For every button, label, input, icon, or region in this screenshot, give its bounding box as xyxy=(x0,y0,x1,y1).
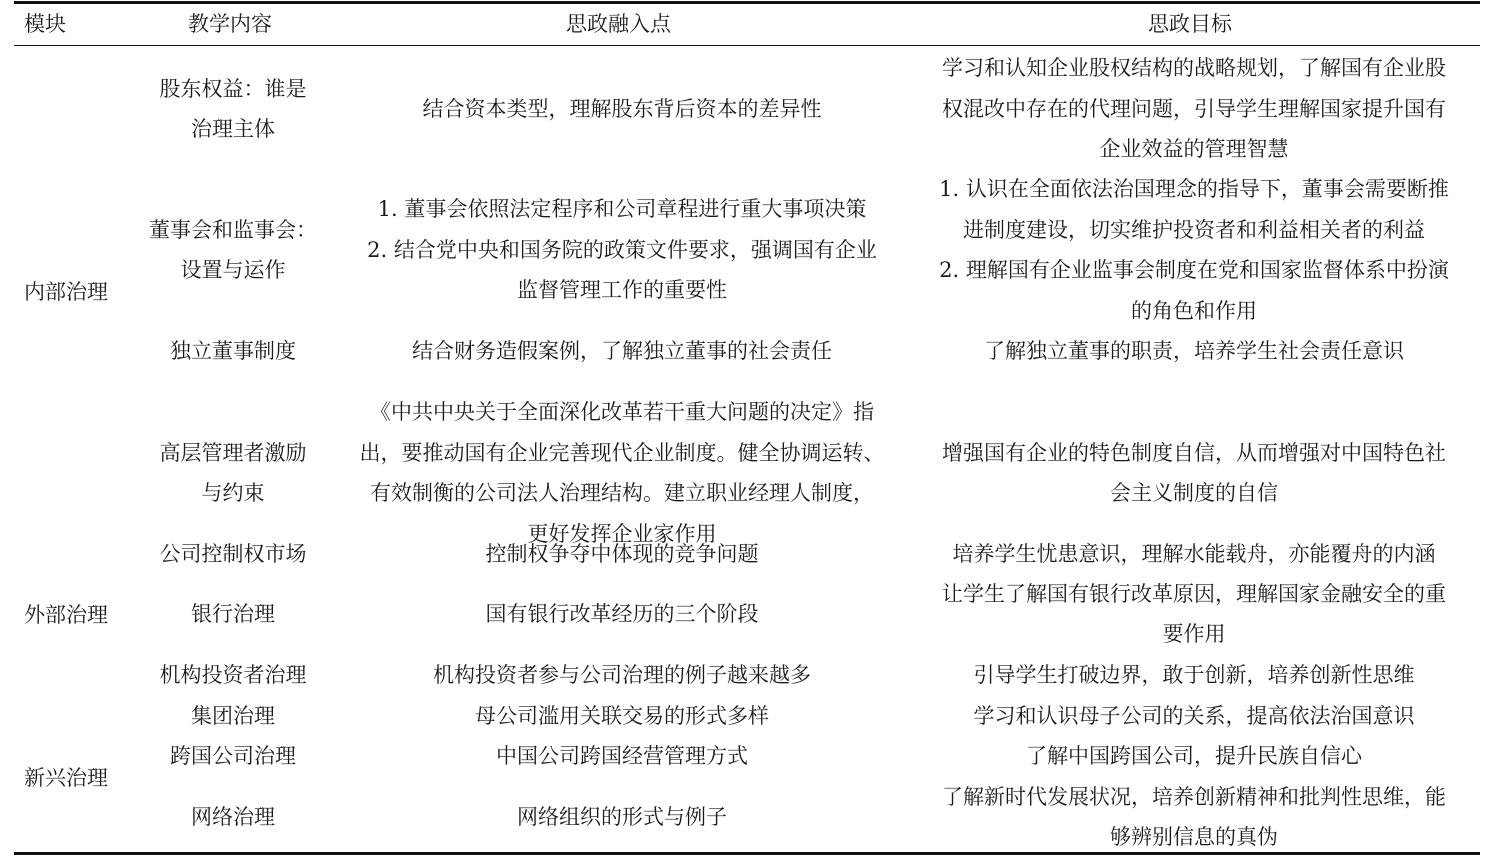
module-internal: 内部治理 xyxy=(24,280,108,304)
cell-content xyxy=(140,797,326,838)
point-line: 控制权争夺中体现的竞争问题 xyxy=(485,541,759,566)
table-header-rule xyxy=(14,45,1480,46)
point-line: 有效制衡的公司法人治理结构。建立职业经理人制度， xyxy=(370,481,874,505)
point-line: 出，要推动国有企业完善现代企业制度。健全协调运转、 xyxy=(359,440,885,465)
cell-point xyxy=(352,797,892,838)
content-line: 银行治理 xyxy=(191,601,275,626)
cell-content xyxy=(140,655,326,696)
header-goal: 思政目标 xyxy=(1148,12,1232,36)
cell-content xyxy=(140,534,326,575)
content-line: 公司控制权市场 xyxy=(159,541,307,566)
cell-goal xyxy=(916,574,1472,655)
cell-point xyxy=(352,534,892,575)
goal-line: 要作用 xyxy=(1162,622,1226,646)
point-line: 机构投资者参与公司治理的例子越来越多 xyxy=(433,662,811,687)
header-module: 模块 xyxy=(24,12,66,36)
goal-line: 权混改中存在的代理问题，引导学生理解国家提升国有 xyxy=(942,96,1446,121)
goal-line: 了解独立董事的职责，培养学生社会责任意识 xyxy=(984,338,1404,363)
goal-line: 会主义制度的自信 xyxy=(1110,481,1278,505)
point-line: 监督管理工作的重要性 xyxy=(517,278,727,303)
goal-line: 够辨别信息的真伪 xyxy=(1110,825,1278,849)
goal-line: 引导学生打破边界，敢于创新，培养创新性思维 xyxy=(973,662,1415,687)
point-line: 中国公司跨国经营管理方式 xyxy=(496,743,748,768)
content-line: 独立董事制度 xyxy=(170,338,296,363)
cell-content xyxy=(140,331,326,372)
goal-line: 让学生了解国有银行改革原因，理解国家金融安全的重 xyxy=(942,581,1446,606)
cell-goal xyxy=(916,534,1472,575)
cell-goal xyxy=(916,331,1472,372)
goal-line: 培养学生忧患意识，理解水能载舟，亦能覆舟的内涵 xyxy=(952,541,1436,566)
header-point: 思政融入点 xyxy=(566,12,671,36)
content-line: 设置与运作 xyxy=(180,258,286,282)
goal-line: 的角色和作用 xyxy=(1131,298,1257,323)
point-line: 结合资本类型，理解股东背后资本的差异性 xyxy=(422,96,822,121)
goal-line: 增强国有企业的特色制度自信，从而增强对中国特色社 xyxy=(942,440,1446,465)
point-line: 更好发挥企业家作用 xyxy=(527,521,717,546)
cell-goal xyxy=(916,48,1472,170)
content-line: 网络治理 xyxy=(191,804,275,829)
goal-line: 了解新时代发展状况，培养创新精神和批判性思维，能 xyxy=(942,784,1446,809)
cell-content xyxy=(140,696,326,737)
content-line: 与约束 xyxy=(201,481,265,505)
cell-point xyxy=(352,89,892,130)
point-line: 2. 结合党中央和国务院的政策文件要求，强调国有企业 xyxy=(367,237,877,262)
cell-goal xyxy=(916,169,1472,331)
content-line: 集团治理 xyxy=(191,703,275,728)
cell-point xyxy=(352,736,892,777)
goal-line: 企业效益的管理智慧 xyxy=(1099,137,1289,162)
goal-line: 进制度建设，切实维护投资者和利益相关者的利益 xyxy=(963,217,1425,242)
cell-content xyxy=(140,69,326,150)
cell-content xyxy=(140,736,326,777)
cell-goal xyxy=(916,777,1472,858)
goal-line: 1. 认识在全面依法治国理念的指导下，董事会需要断推 xyxy=(939,177,1449,201)
point-line: 《中共中央关于全面深化改革若干重大问题的决定》指 xyxy=(370,400,874,424)
cell-goal xyxy=(916,696,1472,737)
module-external: 外部治理 xyxy=(24,603,108,627)
cell-point xyxy=(352,655,892,696)
content-line: 董事会和监事会： xyxy=(149,217,317,242)
point-line: 网络组织的形式与例子 xyxy=(517,804,727,829)
content-line: 机构投资者治理 xyxy=(159,662,307,687)
goal-line: 学习和认识母子公司的关系，提高依法治国意识 xyxy=(973,703,1415,728)
content-line: 跨国公司治理 xyxy=(170,743,296,768)
goal-line: 了解中国跨国公司，提升民族自信心 xyxy=(1026,743,1362,768)
cell-point xyxy=(352,392,892,554)
point-line: 1. 董事会依照法定程序和公司章程进行重大事项决策 xyxy=(377,197,867,222)
point-line: 结合财务造假案例，了解独立董事的社会责任 xyxy=(412,338,832,363)
table-top-rule xyxy=(14,1,1480,4)
cell-goal xyxy=(916,655,1472,696)
content-line: 股东权益：谁是 xyxy=(159,76,307,101)
goal-line: 2. 理解国有企业监事会制度在党和国家监督体系中扮演 xyxy=(939,258,1449,282)
cell-goal xyxy=(916,736,1472,777)
cell-content xyxy=(140,433,326,514)
cell-goal xyxy=(916,433,1472,514)
header-content: 教学内容 xyxy=(188,12,272,36)
cell-content xyxy=(140,594,326,635)
cell-point xyxy=(352,331,892,372)
goal-line: 学习和认知企业股权结构的战略规划，了解国有企业股 xyxy=(942,56,1446,81)
content-line: 高层管理者激励 xyxy=(159,440,307,465)
cell-content xyxy=(140,210,326,291)
cell-point xyxy=(352,696,892,737)
content-line: 治理主体 xyxy=(191,117,275,141)
point-line: 母公司滥用关联交易的形式多样 xyxy=(475,703,769,728)
module-emerging: 新兴治理 xyxy=(24,766,108,790)
point-line: 国有银行改革经历的三个阶段 xyxy=(485,601,759,626)
cell-point xyxy=(352,189,892,311)
cell-point xyxy=(352,594,892,635)
